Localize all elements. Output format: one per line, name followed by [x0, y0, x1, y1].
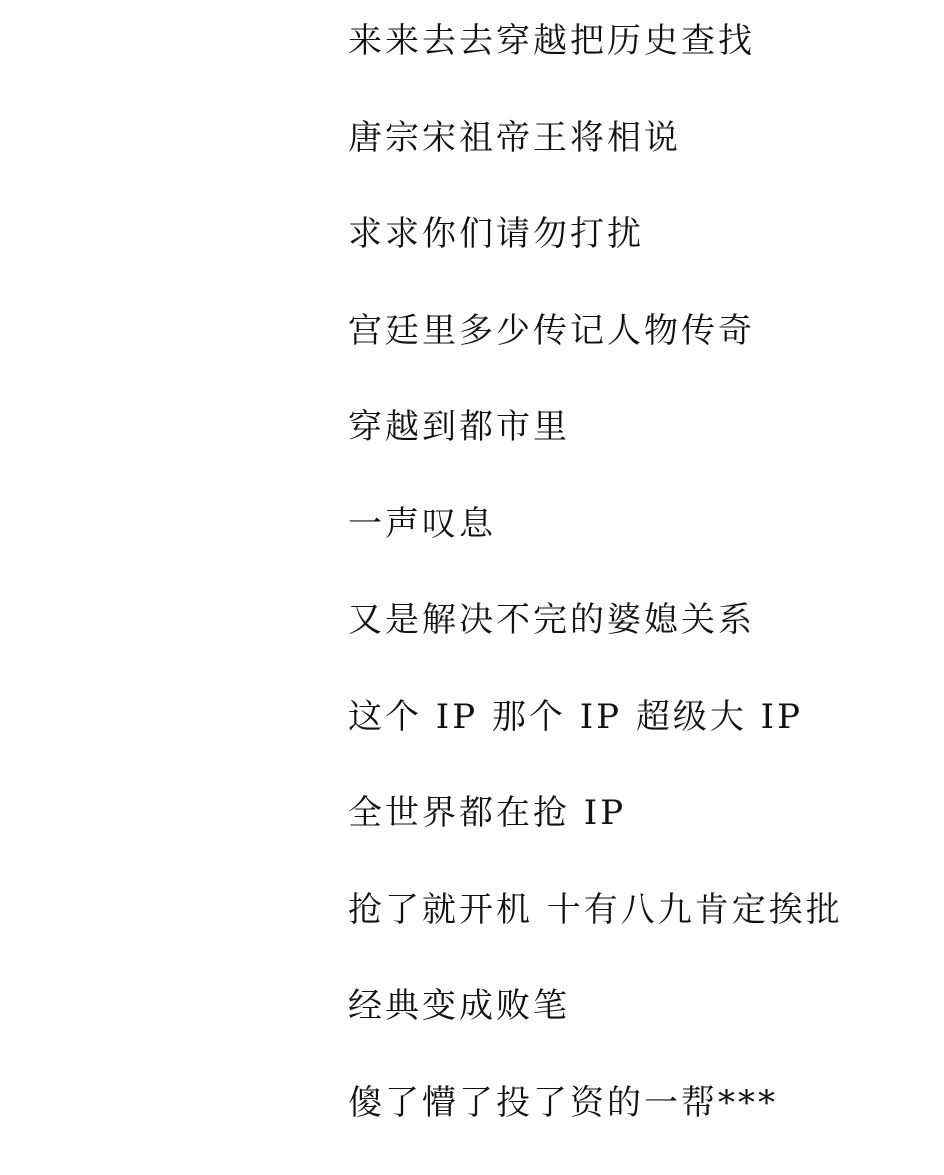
lyric-line: 一声叹息 [348, 500, 843, 597]
lyric-line: 这个 IP 那个 IP 超级大 IP [348, 693, 843, 790]
lyric-line: 来来去去穿越把历史查找 [348, 17, 843, 114]
lyric-line: 经典变成败笔 [348, 982, 843, 1079]
lyric-line: 穿越到都市里 [348, 403, 843, 500]
lyric-line: 宫廷里多少传记人物传奇 [348, 307, 843, 404]
lyric-line: 全世界都在抢 IP [348, 789, 843, 886]
lyrics-text-block [348, 17, 843, 1175]
lyric-line: 傻了懵了投了资的一帮*** [348, 1079, 843, 1175]
lyric-line: 求求你们请勿打扰 [348, 210, 843, 307]
lyric-line: 又是解决不完的婆媳关系 [348, 596, 843, 693]
lyric-line: 抢了就开机 十有八九肯定挨批 [348, 886, 843, 983]
lyric-line: 唐宗宋祖帝王将相说 [348, 114, 843, 211]
